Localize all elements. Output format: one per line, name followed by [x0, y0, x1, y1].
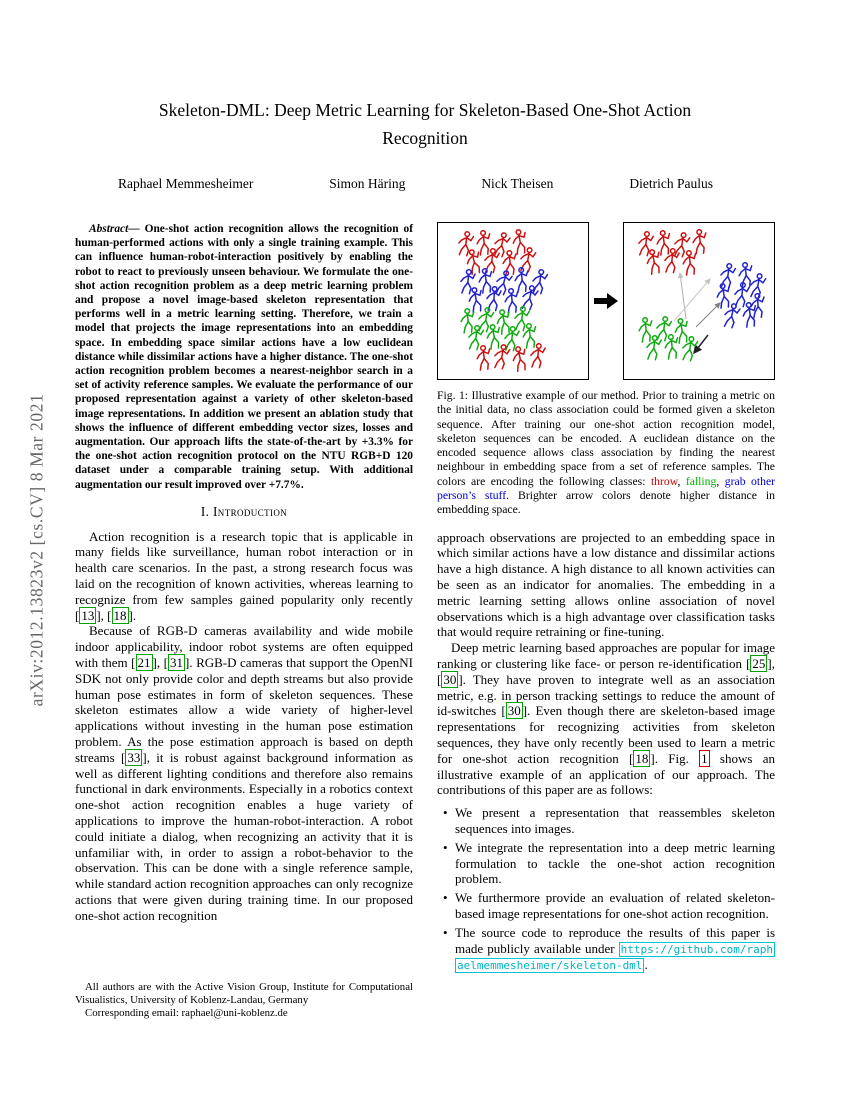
- class-label-grab: grab other person’s stuff: [437, 474, 776, 503]
- intro-paragraph-1: [75, 529, 413, 624]
- right-column: [437, 222, 775, 977]
- text-segment: .: [644, 957, 648, 973]
- section-heading-introduction: I. Introduction: [200, 503, 288, 519]
- text-segment: The source code to reproduce the results of this paper is made publicly available under: [455, 924, 775, 956]
- text-segment: ], [: [96, 607, 112, 623]
- text-segment: Deep metric learning based approaches are popular for image ranking or clustering like face- or person re-identification [: [437, 640, 775, 672]
- url-link[interactable]: https://github.com/raphaelmemmesheimer/skeleton-dml: [457, 942, 773, 973]
- left-column: [75, 222, 413, 924]
- body-paragraph-metric-learning: [437, 640, 775, 798]
- text-segment: ]. Fig.: [650, 750, 700, 766]
- skeleton-scatter-clustered: [624, 223, 774, 379]
- text-segment: ].: [128, 607, 137, 623]
- author-list: [118, 176, 713, 192]
- citation-link[interactable]: 25: [752, 656, 766, 672]
- text-segment: ], [: [437, 656, 775, 687]
- figure-panel-before-training: [437, 222, 589, 380]
- abstract-label: Abstract—: [89, 223, 145, 235]
- text-segment: ]. RGB-D cameras that support the OpenNI SDK not only provide color and depth streams but also provide human pose estimates in form of skeleton sequences. These skeleton estimates allow a wide variety of higher-level applications without investing in the human pose estimation problem. As the pose estimation approach is based on depth streams [: [75, 655, 413, 765]
- text-segment: shows an illustrative example of an application of our approach. The contributions of this paper are as follows:: [437, 750, 775, 798]
- abstract-text: One-shot action recognition allows the recognition of human-performed actions with only a single training example. This can influence human-robot-interaction positively by enabling the robot to react to previously unseen behaviour. We formulate the one-shot action recognition problem as a deep metric learning problem and propose a novel image-based skeleton representation that performs well in a metric learning setting. Therefore, we train a model that projects the image representations into an embedding space. In embedding space similar actions have a low euclidean distance while dissimilar actions have a higher distance. The one-shot action recognition problem becomes a nearest-neighbor search in a set of activity reference samples. We evaluate the performance of our proposed representation against a variety of other skeleton-based image representations. In addition we present an ablation study that shows the influence of different embedding vector sizes, losses and augmentation. Our approach lifts the state-of-the-art by +3.3% for the one-shot action recognition protocol on the NTU RGB+D 120 dataset under a comparable training setup. With additional augmentation our result improved over +7.7%.: [75, 223, 413, 491]
- contribution-item: [437, 805, 775, 837]
- citation-link[interactable]: 31: [169, 655, 183, 671]
- figure-reference-link[interactable]: 1: [701, 750, 708, 766]
- contribution-item: [437, 890, 775, 922]
- class-label-throw: throw: [650, 474, 678, 488]
- citation-link[interactable]: 30: [507, 703, 521, 719]
- text-segment: ,: [716, 474, 725, 488]
- text-segment: We integrate the representation into a deep metric learning formulation to tackle the one-shot action recognition problem.: [455, 839, 775, 887]
- author-name: Simon Häring: [329, 176, 406, 191]
- text-segment: ], it is robust against background information as well as different lighting conditions and therefore also remains functional in dark environments. Especially in a robotics context one-shot action recognition enables a huge variety of applications to improve the human-robot-interaction. A robot could initiate a dialog, when recognizing an activity that it is unfamiliar with, in order to assign a robot-behavior to the observation. This can be done with a single reference sample, while standard action recognition approaches can only recognize actions that were given during training time. In our proposed one-shot action recognition: [75, 749, 414, 923]
- figure-caption: [437, 389, 775, 518]
- contribution-item: [437, 925, 775, 974]
- citation-link[interactable]: 18: [635, 750, 649, 766]
- citation-link[interactable]: 21: [137, 655, 151, 671]
- author-name: Dietrich Paulus: [629, 176, 713, 191]
- contributions-list: [437, 805, 775, 974]
- citation-link[interactable]: 33: [127, 749, 141, 765]
- abstract: [75, 222, 413, 492]
- body-paragraph-continuation: [437, 530, 775, 641]
- arxiv-watermark: arXiv:2012.13823v2 [cs.CV] 8 Mar 2021: [26, 393, 47, 707]
- text-segment: ,: [677, 474, 686, 488]
- paper-title: Skeleton-DML: Deep Metric Learning for Skeleton-Based One-Shot Action Recognition: [158, 100, 692, 148]
- text-segment: We furthermore provide an evaluation of related skeleton-based image representations for one-shot action recognition.: [455, 890, 775, 921]
- text-segment: ]. Even though there are skeleton-based image representations for recognizing activities from skeleton sequences, they have only recently been used to learn a metric for one-shot action recognition [: [437, 703, 775, 766]
- contribution-item: [437, 840, 775, 887]
- text-segment: Fig. 1: Illustrative example of our method. Prior to training a metric on the initial data, no class association could be formed given a skeleton sequence. After training our one-shot action recognition model, skeleton sequences can be encoded. A euclidean distance on the encoded sequence allows class association by finding the nearest neighbour in embedding space from a set of reference samples. The colors are encoding the following classes:: [437, 389, 775, 488]
- class-label-falling: falling: [685, 474, 717, 488]
- author-name: Raphael Memmesheimer: [118, 176, 254, 191]
- skeleton-scatter-unclustered: [438, 223, 588, 379]
- transform-arrow-icon: [593, 290, 619, 312]
- text-segment: ], [: [152, 655, 168, 671]
- corresponding-email-text: Corresponding email: raphael@uni-koblenz.de: [85, 1007, 288, 1019]
- text-segment: Because of RGB-D cameras availability and wide mobile indoor applicability, indoor robot systems are often equipped with them [: [75, 623, 413, 671]
- figure-panel-after-training: [623, 222, 775, 380]
- citation-link[interactable]: 18: [113, 607, 127, 623]
- text-segment: ]. They have proven to integrate well as an association metric, e.g. in person tracking settings to reduce the amount of id-switches [: [437, 671, 775, 719]
- text-segment: We present a representation that reassembles skeleton sequences into images.: [455, 805, 775, 837]
- author-footnote: [75, 981, 413, 1020]
- figure-1: [437, 222, 775, 380]
- text-segment: approach observations are projected to an embedding space in which similar actions have a low distance and dissimilar actions have a high distance. A high distance to all known activities can be seen as an indicator for anomalies. The embedding in a metric learning setting allows online association of novel observations which is a high advantage over classification tasks that would require retraining or fine-tuning.: [437, 529, 775, 640]
- citation-link[interactable]: 13: [81, 607, 95, 623]
- author-name: Nick Theisen: [481, 176, 554, 191]
- citation-link[interactable]: 30: [443, 671, 457, 687]
- text-segment: . Brighter arrow colors denote higher distance in embedding space.: [437, 489, 775, 517]
- text-segment: Action recognition is a research topic that is applicable in many fields like surveillance, human robot interaction or in health care scenarios. In the past, a strong research focus was laid on the recognition of known activities, whereas learning to recognize from few samples gained popularity only recently [: [75, 528, 413, 623]
- affiliation-text: All authors are with the Active Vision Group, Institute for Computational Visualistics, University of Koblenz-Landau, Germany: [75, 981, 413, 1006]
- intro-paragraph-2: [75, 623, 413, 923]
